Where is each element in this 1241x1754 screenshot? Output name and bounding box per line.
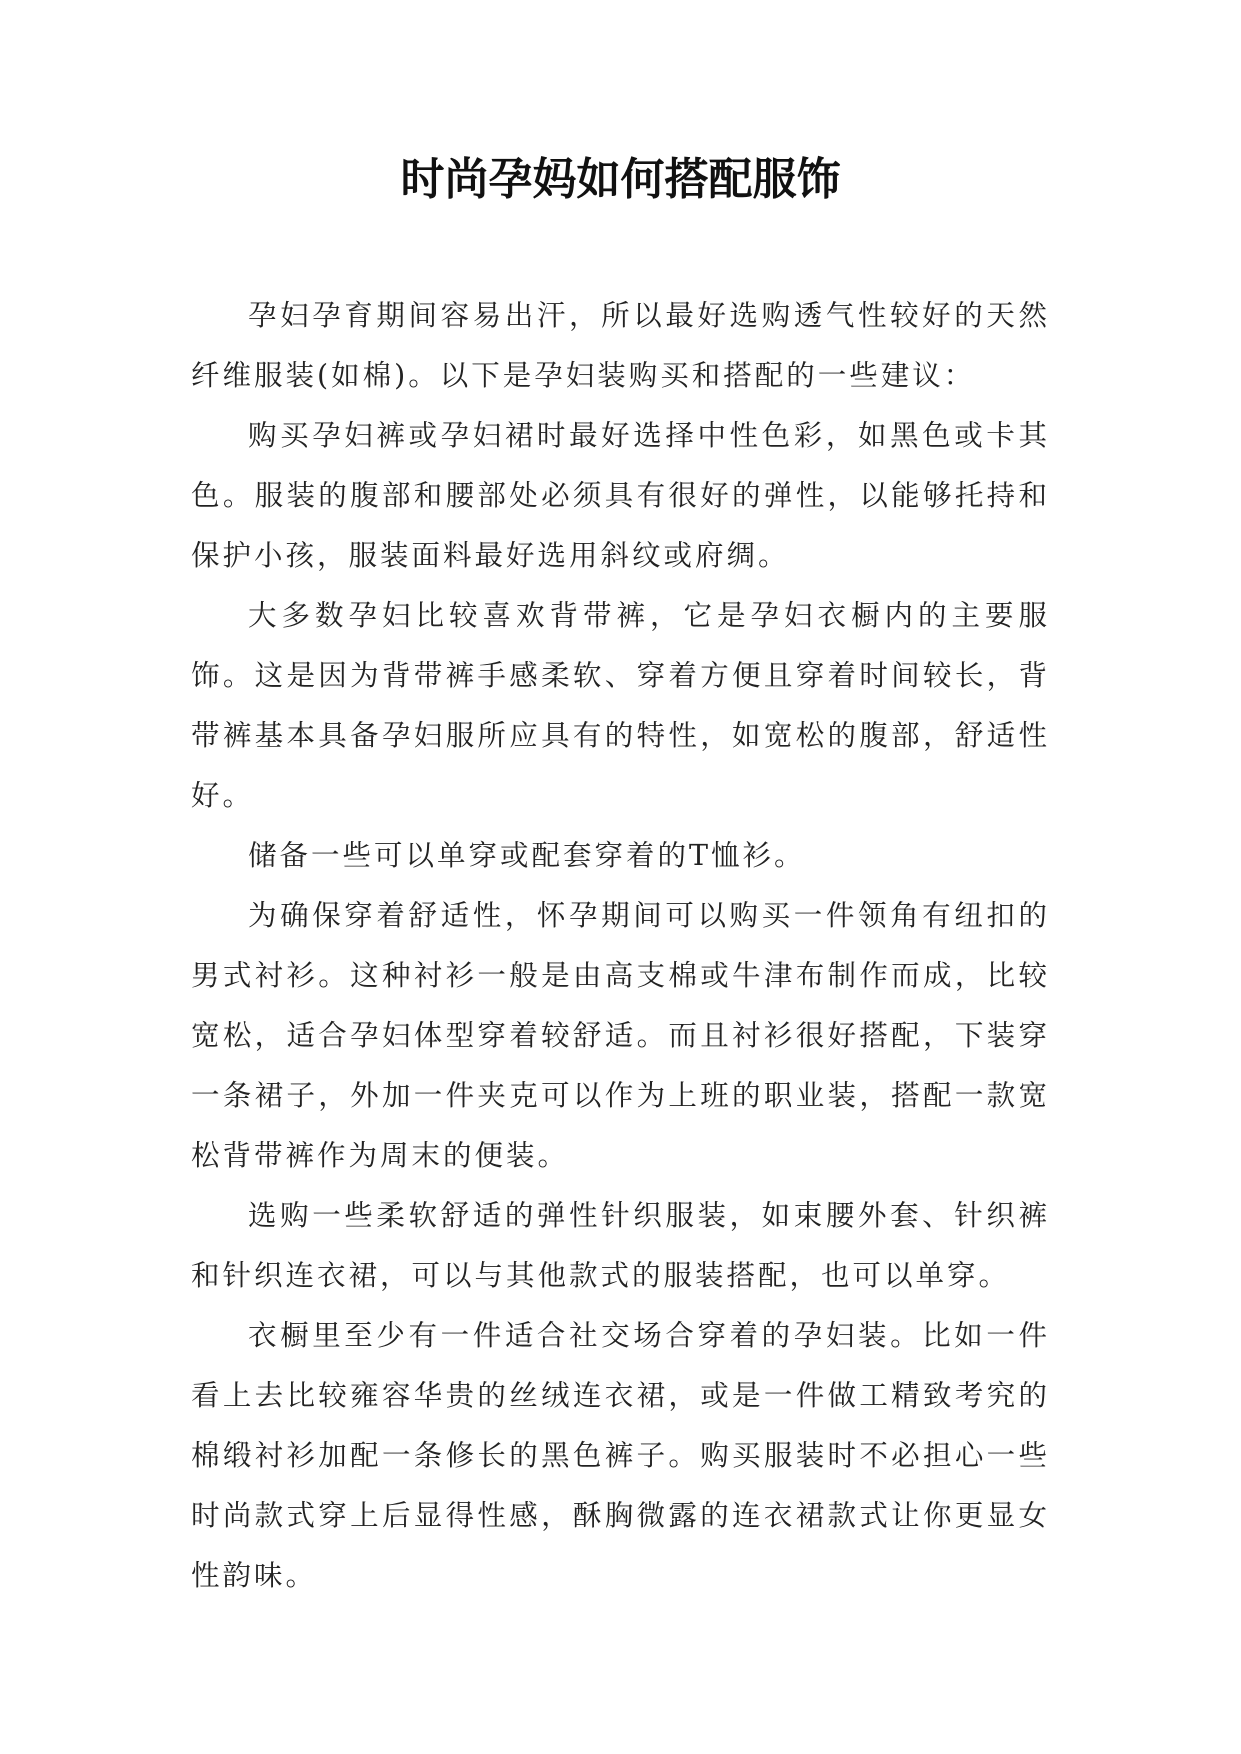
paragraph: 孕妇孕育期间容易出汗，所以最好选购透气性较好的天然纤维服装(如棉)。以下是孕妇装购买和搭配的一些建议： [191, 299, 1050, 392]
paragraph: 选购一些柔软舒适的弹性针织服装，如束腰外套、针织裤和针织连衣裙，可以与其他款式的服装搭配，也可以单穿。 [191, 1199, 1050, 1292]
document-title: 时尚孕妈如何搭配服饰 [400, 154, 841, 205]
paragraph: 衣橱里至少有一件适合社交场合穿着的孕妇装。比如一件看上去比较雍容华贵的丝绒连衣裙，或是一件做工精致考究的棉缎衬衫加配一条修长的黑色裤子。购买服装时不必担心一些时尚款式穿上后显得性感，酥胸微露的连衣裙款式让你更显女性韵味。 [191, 1319, 1050, 1592]
paragraph: 购买孕妇裤或孕妇裙时最好选择中性色彩，如黑色或卡其色。服装的腹部和腰部处必须具有很好的弹性，以能够托持和保护小孩，服装面料最好选用斜纹或府绸。 [191, 419, 1050, 572]
paragraph: 储备一些可以单穿或配套穿着的T恤衫。 [248, 839, 806, 872]
document-body [191, 286, 1050, 1606]
paragraph: 为确保穿着舒适性，怀孕期间可以购买一件领角有纽扣的男式衬衫。这种衬衫一般是由高支棉或牛津布制作而成，比较宽松，适合孕妇体型穿着较舒适。而且衬衫很好搭配，下装穿一条裙子，外加一件夹克可以作为上班的职业装，搭配一款宽松背带裤作为周末的便装。 [191, 899, 1050, 1172]
paragraph: 大多数孕妇比较喜欢背带裤，它是孕妇衣橱内的主要服饰。这是因为背带裤手感柔软、穿着方便且穿着时间较长，背带裤基本具备孕妇服所应具有的特性，如宽松的腹部，舒适性好。 [191, 599, 1050, 812]
